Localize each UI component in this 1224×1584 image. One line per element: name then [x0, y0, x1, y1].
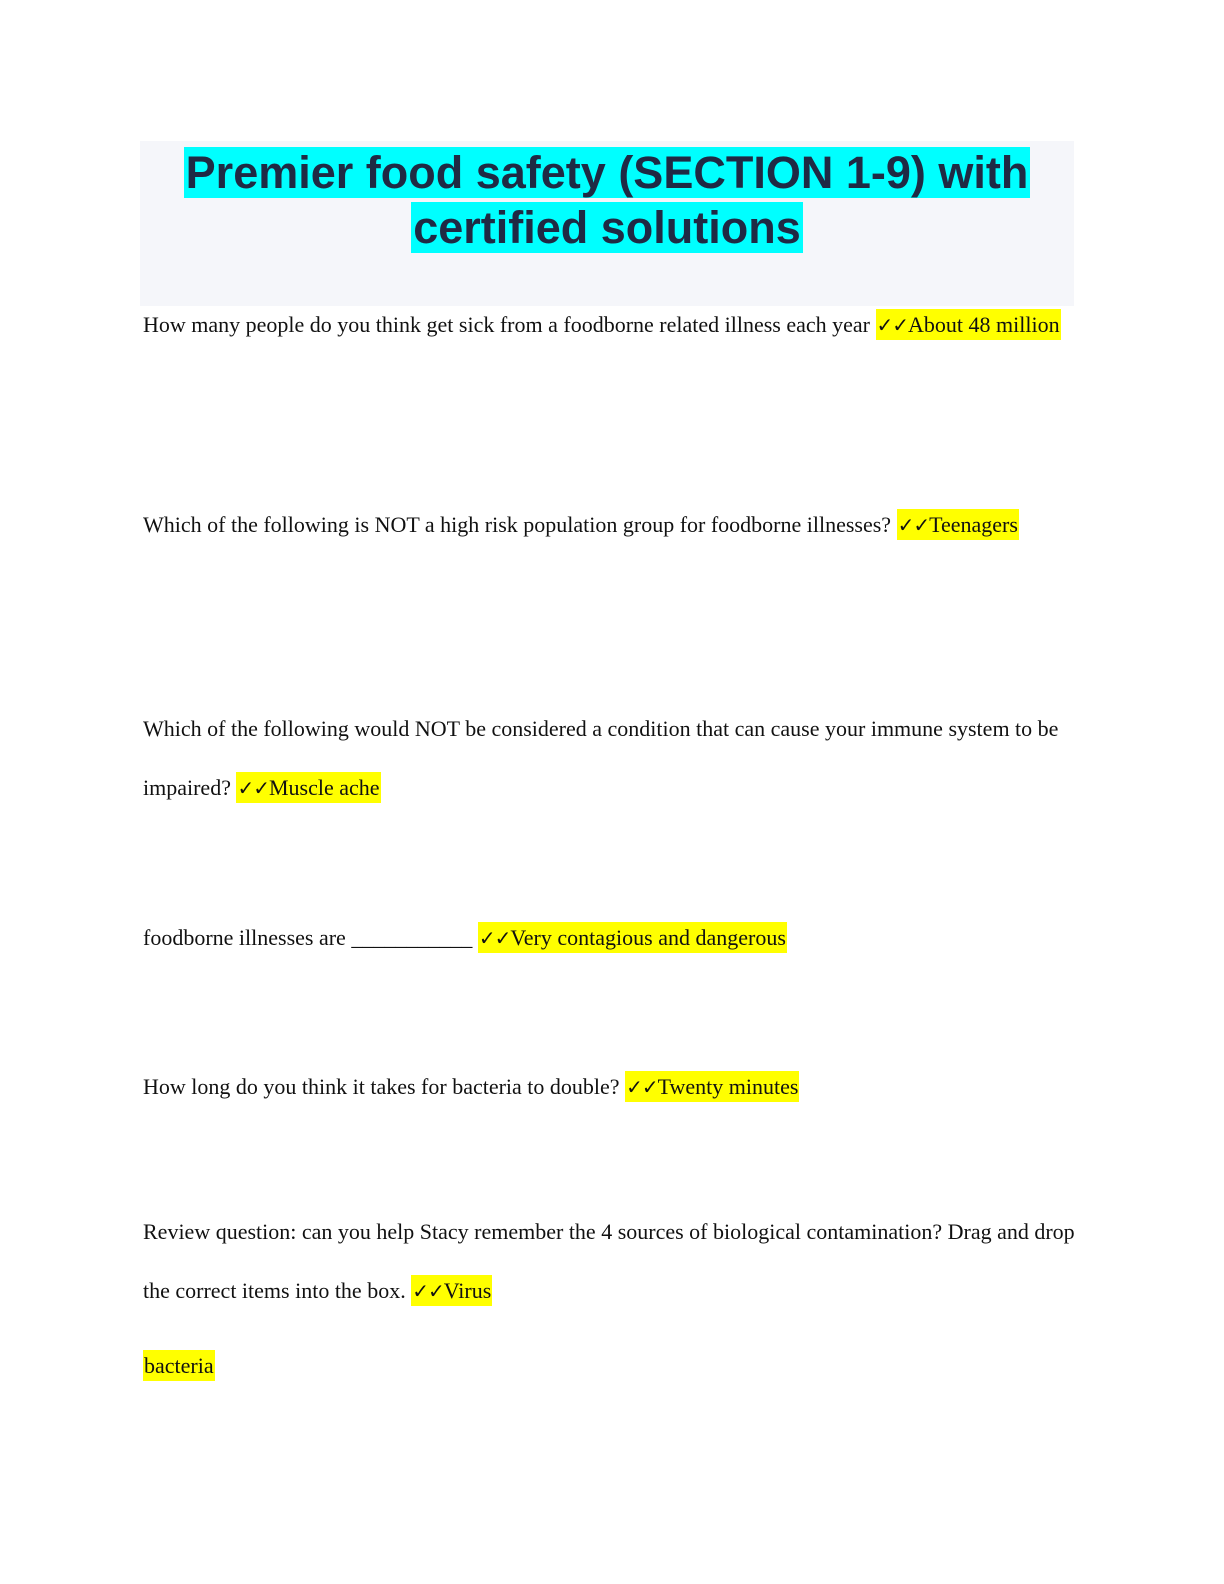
answer-highlight: bacteria: [143, 1350, 215, 1381]
question-text: How long do you think it takes for bacteria to double?: [143, 1074, 626, 1099]
answer-highlight: [625, 1071, 799, 1102]
qa-item-5: [143, 1057, 1083, 1117]
title-banner: [140, 141, 1074, 306]
answer-highlight: [411, 1275, 492, 1306]
answer-text: About 48 million: [908, 312, 1060, 337]
qa-item-4: [143, 908, 1083, 968]
answer-highlight: [236, 772, 380, 803]
answer-highlight: [478, 922, 787, 953]
check-icon: ✓✓: [626, 1075, 658, 1099]
question-text: Which of the following is NOT a high risk population group for foodborne illnesses?: [143, 512, 897, 537]
check-icon: ✓✓: [897, 513, 930, 537]
qa-item-2: [143, 495, 1083, 555]
extra-answer-line: [143, 1351, 215, 1381]
qa-item-3: [143, 699, 1083, 818]
answer-highlight: [897, 509, 1019, 540]
check-icon: ✓✓: [876, 313, 909, 337]
title-line-1: Premier food safety (SECTION 1-9) with: [185, 147, 1029, 198]
answer-text: Very contagious and dangerous: [510, 925, 786, 950]
check-icon: ✓✓: [237, 776, 269, 800]
answer-text: Teenagers: [929, 512, 1018, 537]
answer-text: Muscle ache: [268, 775, 380, 800]
qa-item-6: [143, 1202, 1083, 1321]
answer-highlight: [876, 309, 1061, 340]
question-text: How many people do you think get sick from a foodborne related illness each year: [143, 312, 876, 337]
check-icon: ✓✓: [412, 1279, 444, 1303]
title-line-2: certified solutions: [413, 202, 801, 253]
answer-text: Virus: [443, 1278, 492, 1303]
answer-text: Twenty minutes: [657, 1074, 799, 1099]
question-text: Review question: can you help Stacy remember the 4 sources of biological contamination? Drag and drop the correct items into the box.: [143, 1219, 1075, 1303]
check-icon: ✓✓: [478, 926, 511, 950]
question-text: Which of the following would NOT be considered a condition that can cause your immune system to be impaired?: [143, 716, 1059, 800]
document-title: [140, 145, 1074, 255]
qa-item-1: [143, 295, 1083, 355]
question-text: foodborne illnesses are ___________: [143, 925, 478, 950]
